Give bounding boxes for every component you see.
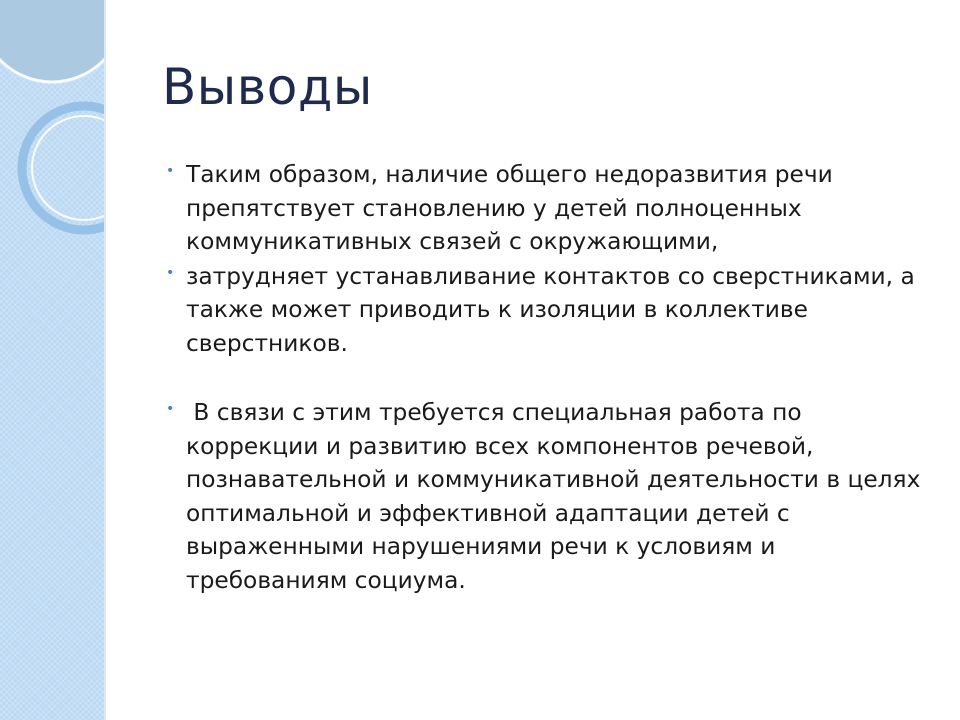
sidebar-divider (104, 0, 106, 720)
decorative-circles (0, 0, 104, 720)
decorative-sidebar (0, 0, 104, 720)
bullet-item (166, 260, 936, 361)
bullet-text: затрудняет устанавливание контактов со сверстниками, а также может приводить к изоляции в коллективе сверстников. (186, 262, 915, 357)
slide-body (166, 158, 936, 597)
bullet-text: Таким образом, наличие общего недоразвития речи препятствует становлению у детей полноценных коммуникативных связей с окружающими, (186, 161, 833, 255)
bullet-item (166, 158, 936, 259)
bullet-icon: • (166, 264, 175, 281)
bullet-icon: • (166, 401, 175, 417)
slide-title: Выводы (162, 58, 373, 116)
bullet-icon: • (166, 163, 175, 179)
bullet-text: В связи с этим требуется специальная работа по коррекции и развитию всех компонентов речевой, познавательной и коммуникативной деятельности в целях оптимальной и эффективной адаптации детей с выраженными нарушениями речи к условиям и требованиям социума. (186, 399, 928, 594)
bullet-item (166, 396, 936, 597)
